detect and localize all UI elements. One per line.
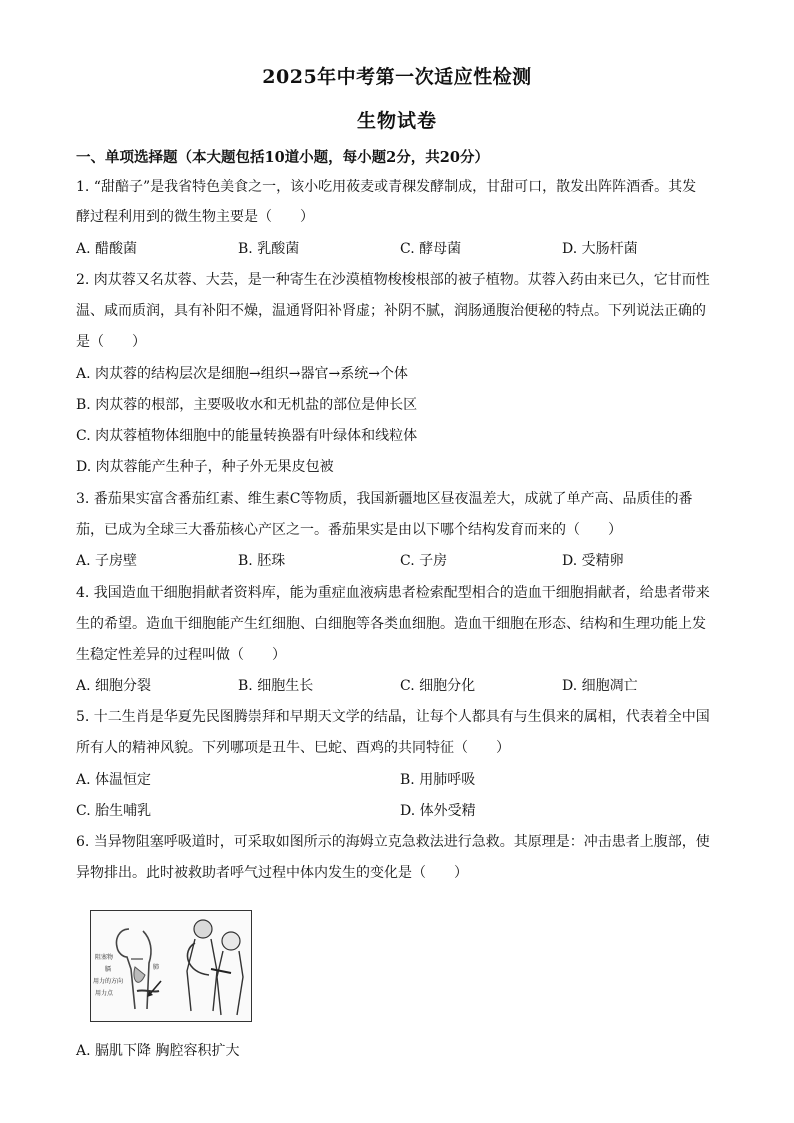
q2-option-b: B. 肉苁蓉的根部，主要吸收水和无机盐的部位是伸长区 xyxy=(76,397,418,413)
q5-option-d: D. 体外受精 xyxy=(400,803,476,819)
q2-option-d: D. 肉苁蓉能产生种子，种子外无果皮包被 xyxy=(76,459,334,475)
q1-option-b: B. 乳酸菌 xyxy=(238,241,300,257)
fig-label-obstruction: 阻塞物 xyxy=(95,954,114,961)
section-heading: 一、单项选择题（本大题包括10道小题，每小题2分，共20分） xyxy=(76,149,489,166)
q3-option-d: D. 受精卵 xyxy=(562,553,624,569)
q2-stem-line3: 是（ ） xyxy=(76,334,146,350)
q6-option-a: A. 膈肌下降 胸腔容积扩大 xyxy=(76,1043,240,1059)
q2-stem-line2: 温、咸而质润，具有补阳不燥，温通肾阳补肾虚；补阴不腻，润肠通腹治便秘的特点。下列说法正确的 xyxy=(76,303,706,319)
q4-stem-line1: 4. 我国造血干细胞捐献者资料库，能为重症血液病患者检索配型相合的造血干细胞捐献者，给患者带来 xyxy=(76,585,710,601)
q4-stem-line3: 生稳定性差异的过程叫做（ ） xyxy=(76,647,286,663)
q2-option-a: A. 肉苁蓉的结构层次是细胞→组织→器官→系统→个体 xyxy=(76,366,408,382)
q3-option-b: B. 胚珠 xyxy=(238,553,286,569)
q3-option-c: C. 子房 xyxy=(400,553,448,569)
q2-stem-line1: 2. 肉苁蓉又名苁蓉、大芸，是一种寄生在沙漠植物梭梭根部的被子植物。苁蓉入药由来已久，它甘而性 xyxy=(76,272,710,288)
heimlich-maneuver-figure xyxy=(90,910,252,1022)
q5-option-a: A. 体温恒定 xyxy=(76,772,152,788)
q4-option-c: C. 细胞分化 xyxy=(400,678,476,694)
exam-subtitle: 生物试卷 xyxy=(356,110,437,132)
q3-stem-line1: 3. 番茄果实富含番茄红素、维生素C等物质，我国新疆地区昼夜温差大，成就了单产高、品质佳的番 xyxy=(76,491,693,507)
q4-stem-line2: 生的希望。造血干细胞能产生红细胞、白细胞等各类血细胞。造血干细胞在形态、结构和生理功能上发 xyxy=(76,616,706,632)
q5-stem-line2: 所有人的精神风貌。下列哪项是丑牛、巳蛇、酉鸡的共同特征（ ） xyxy=(76,740,510,756)
q6-stem-line1: 6. 当异物阻塞呼吸道时，可采取如图所示的海姆立克急救法进行急救。其原理是：冲击患者上腹部，使 xyxy=(76,834,710,850)
q4-option-b: B. 细胞生长 xyxy=(238,678,314,694)
q4-option-d: D. 细胞凋亡 xyxy=(562,678,638,694)
q5-stem-line1: 5. 十二生肖是华夏先民图腾崇拜和早期天文学的结晶，让每个人都具有与生俱来的属相，代表着全中国 xyxy=(76,709,710,725)
fig-label-force-point: 用力点 xyxy=(95,990,114,997)
fig-label-lung: 肺 xyxy=(153,964,160,971)
fig-label-force-direction: 用力的方向 xyxy=(93,978,124,985)
exam-title: 2025年中考第一次适应性检测 xyxy=(262,66,532,88)
q1-option-d: D. 大肠杆菌 xyxy=(562,241,638,257)
q6-stem-line2: 异物排出。此时被救助者呼气过程中体内发生的变化是（ ） xyxy=(76,865,468,881)
fig-label-diaphragm: 膈 xyxy=(105,966,112,973)
q3-stem-line2: 茄，已成为全球三大番茄核心产区之一。番茄果实是由以下哪个结构发育而来的（ ） xyxy=(76,522,622,538)
q5-option-c: C. 胎生哺乳 xyxy=(76,803,152,819)
q2-option-c: C. 肉苁蓉植物体细胞中的能量转换器有叶绿体和线粒体 xyxy=(76,428,418,444)
q5-option-b: B. 用肺呼吸 xyxy=(400,772,476,788)
q1-option-a: A. 醋酸菌 xyxy=(76,241,138,257)
q1-stem-line2: 酵过程利用到的微生物主要是（ ） xyxy=(76,209,314,225)
heimlich-illustration xyxy=(91,911,251,1021)
q3-option-a: A. 子房壁 xyxy=(76,553,138,569)
q1-stem-line1: 1. “甜醅子”是我省特色美食之一，该小吃用莜麦或青稞发酵制成，甘甜可口，散发出阵阵酒香。其发 xyxy=(76,179,697,195)
q4-option-a: A. 细胞分裂 xyxy=(76,678,152,694)
q1-option-c: C. 酵母菌 xyxy=(400,241,462,257)
